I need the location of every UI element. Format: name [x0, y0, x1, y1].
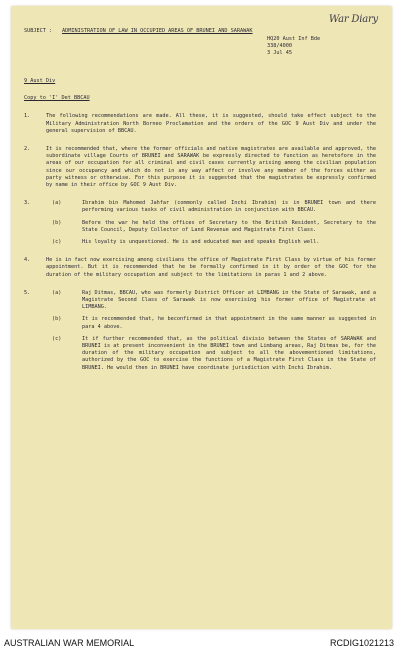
sub-item	[46, 316, 376, 330]
sub-item	[46, 220, 376, 234]
paragraph-number: 5.	[24, 289, 31, 296]
paragraph-items	[46, 195, 376, 246]
paragraph-text: He is in fact now exercising among civilians the office of Magistrate First Class by virtue of his former appointment. But it is recommended that he be formally confirmed in it by order of the GOC for the duration of the military occupation and subject to the limitations in paras 1 and 2 above.	[46, 257, 376, 278]
sub-item-text: Ibrahim bin Mahomed Jahfar (commonly called Inchi Ibrahim) is in BRUNEI town and there performing various tasks of civil administration in conjunction with BBCAU.	[82, 200, 376, 214]
sub-item	[46, 336, 376, 372]
paragraph	[24, 290, 376, 372]
sub-item-text: Before the war he held the offices of Secretary to the British Resident, Secretary to the State Council, Deputy Collector of Land Revenue and Magistrate First Class.	[82, 219, 376, 233]
sub-item-label: (b)	[52, 219, 62, 226]
sub-item-label: (a)	[52, 289, 62, 296]
sub-item-text: Raj Ditmas, BBCAU, who was formerly District Officer at LIMBANG in the State of Sarawak, and a Magistrate Second Class of Sarawak is now exercising his former office of Magistrate at LIMBANG.	[82, 289, 376, 311]
paragraph-text: It is recommended that, where the former officials and native magistrates are available and approved, the subordinate village Courts of BRUNEI and SARAWAK be expressly directed to function as heretofore in the areas of our occupation for all criminal and civil cases currently arising among the civilian population since our occupancy and which do not in any way affect or involve any member of the forces either as party witness or otherwise. For this purpose it is suggested that the magistrates be expressly confirmed by name in their office by GOC 9 Aust Div.	[46, 146, 376, 189]
reference-line: HQ20 Aust Inf Bde	[267, 36, 321, 42]
subject-line	[24, 28, 376, 46]
paragraph	[24, 257, 376, 279]
archive-name: AUSTRALIAN WAR MEMORIAL	[4, 638, 135, 648]
sub-item-text: It if further recommended that, as the political divisio between the States of SARAWAK and BRUNEI is at present inconvenient in the BRUNEI town and Limbang areas, Raj Ditmas be, for the duration of the military occupation and subject to all the abovementioned limitations, authorized by the GOC to exercise the functions of a Magistrate First Class in the State of BRUNEI. He would then in BRUNEI have coordinate jurisdiction with Inchi Ibrahim.	[82, 335, 376, 371]
sub-item	[46, 239, 376, 246]
subject-text: ADMINISTRATION OF LAW IN OCCUPIED AREAS OF BRUNEI AND SARAWAK	[62, 28, 253, 34]
paragraph	[24, 146, 376, 189]
paragraph-number: 4.	[24, 257, 31, 264]
reference-date: 3 Jul 45	[267, 49, 292, 56]
document-body	[24, 28, 376, 372]
paragraph	[24, 113, 376, 135]
paragraph-text: The following recommendations are made. All these, it is suggested, should take effect subject to the Military Administration North Borneo Proclamation and the orders of the GOC 9 Aust Div and under the general supervision of BBCAU.	[46, 113, 376, 134]
sub-item	[46, 290, 376, 312]
paragraph-number: 1.	[24, 113, 31, 120]
sub-item-label: (c)	[52, 239, 62, 246]
copy-to: Copy to 'I' Det BBCAU	[24, 95, 90, 102]
paragraph-number: 3.	[24, 200, 31, 207]
sub-item	[46, 200, 376, 214]
archive-footer	[0, 636, 400, 654]
subject-label: SUBJECT :	[24, 28, 53, 34]
sub-item-text: His loyalty is unquestioned. He is and educated man and speaks English well.	[82, 239, 320, 246]
sub-item-label: (b)	[52, 316, 62, 323]
addressee: 9 Aust Div	[24, 78, 56, 84]
address-block	[24, 78, 376, 102]
archive-id: RCDIG1021213	[329, 638, 394, 648]
paragraph-items	[46, 285, 376, 372]
handwritten-note: War Diary	[328, 14, 378, 25]
paragraph	[24, 200, 376, 246]
sub-item-text: It is recommended that, he beconfirmed in that appointment in the same manner as suggested in para 4 above.	[82, 316, 376, 330]
sub-item-label: (a)	[52, 200, 62, 207]
reference-line: 338/4000	[267, 42, 292, 49]
paragraph-number: 2.	[24, 146, 31, 153]
sub-item-label: (c)	[52, 335, 62, 342]
